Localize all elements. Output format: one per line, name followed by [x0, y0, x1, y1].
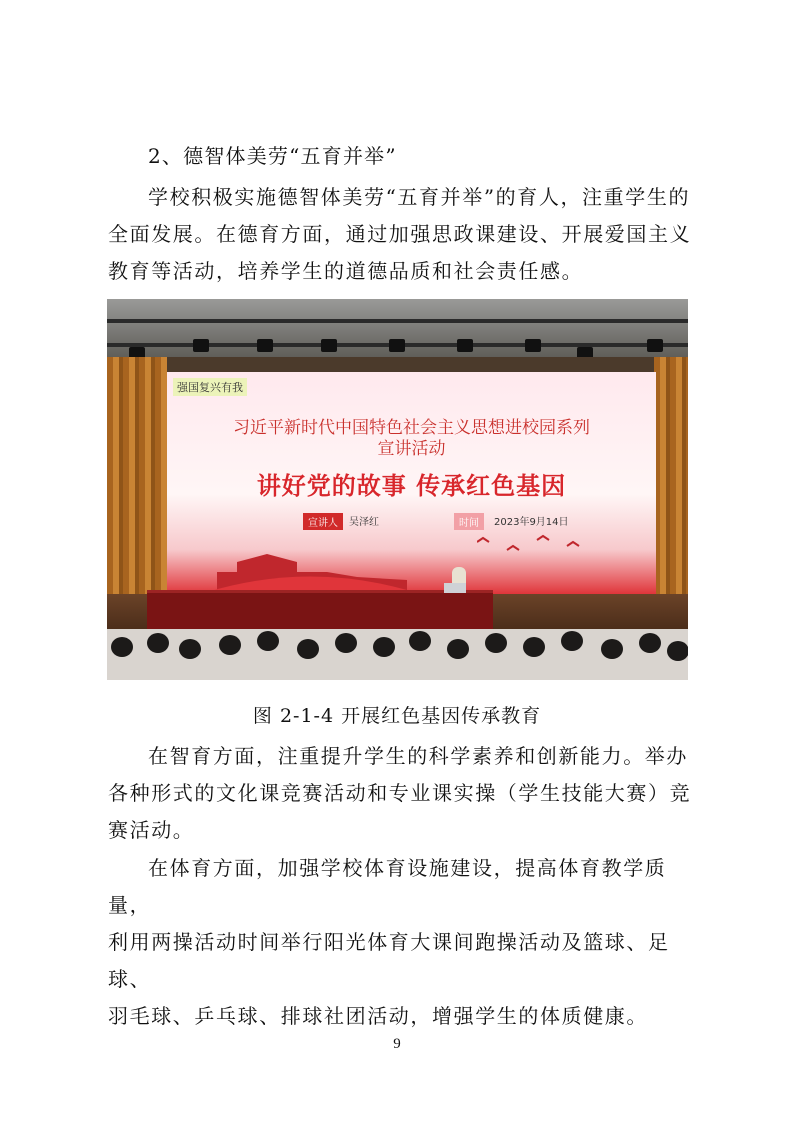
stage-light	[321, 339, 337, 352]
intro-line: 教育等活动，培养学生的道德品质和社会责任感。	[108, 259, 584, 283]
audience-head	[257, 631, 279, 651]
section-heading: 2、德智体美劳“五育并举”	[148, 144, 397, 168]
audience-head	[409, 631, 431, 651]
speaker-label: 宣讲人	[303, 513, 343, 530]
lecture-photo	[107, 299, 688, 680]
tiananmen-silhouette	[207, 532, 407, 592]
stage-light	[457, 339, 473, 352]
birds-decoration	[477, 532, 587, 562]
audience-head	[447, 639, 469, 659]
audience-head	[561, 631, 583, 651]
audience-head	[147, 633, 169, 653]
stage-light	[647, 339, 663, 352]
led-screen	[167, 372, 656, 594]
event-date: 2023年9月14日	[494, 517, 569, 528]
paragraph-line: 在体育方面，加强学校体育设施建设，提高体育教学质量，	[108, 856, 667, 917]
audience-head	[523, 637, 545, 657]
page-number: 9	[393, 1036, 401, 1052]
audience-head	[667, 641, 688, 661]
screen-title: 习近平新时代中国特色社会主义思想进校园系列	[233, 418, 590, 438]
stage-light	[257, 339, 273, 352]
audience-head	[373, 637, 395, 657]
stage-light	[525, 339, 541, 352]
figure-caption: 图 2-1-4 开展红色基因传承教育	[252, 705, 542, 727]
speaker-name: 吴泽红	[349, 517, 379, 528]
audience-head	[485, 633, 507, 653]
audience	[107, 629, 688, 680]
stage-light	[389, 339, 405, 352]
screen-tag: 强国复兴有我	[173, 378, 247, 396]
stage-light	[193, 339, 209, 352]
time-label: 时间	[454, 513, 484, 530]
paragraph-line: 羽毛球、乒乓球、排球社团活动，增强学生的体质健康。	[108, 1004, 648, 1028]
paragraph-line: 赛活动。	[108, 818, 195, 842]
intro-paragraph	[108, 179, 698, 290]
paragraph-line: 各种形式的文化课竞赛活动和专业课实操（学生技能大赛）竞	[108, 781, 692, 805]
paragraph-line: 利用两操活动时间举行阳光体育大课间跑操活动及篮球、足球、	[108, 930, 670, 991]
screen-slogan: 讲好党的故事 传承红色基因	[256, 472, 567, 500]
left-curtain	[107, 357, 167, 627]
audience-head	[111, 637, 133, 657]
audience-head	[179, 639, 201, 659]
audience-head	[601, 639, 623, 659]
screen-subtitle: 宣讲活动	[377, 439, 446, 459]
laptop	[444, 583, 466, 593]
audience-head	[335, 633, 357, 653]
right-curtain	[654, 357, 688, 627]
ceiling-beam	[107, 319, 688, 323]
intellectual-paragraph	[108, 738, 698, 849]
paragraph-line: 在智育方面，注重提升学生的科学素养和创新能力。举办	[148, 744, 688, 768]
intro-line: 全面发展。在德育方面，通过加强思政课建设、开展爱国主义	[108, 222, 692, 246]
audience-head	[219, 635, 241, 655]
audience-head	[639, 633, 661, 653]
intro-line: 学校积极实施德智体美劳“五育并举”的育人，注重学生的	[148, 185, 691, 209]
audience-head	[297, 639, 319, 659]
physical-paragraph	[108, 850, 698, 1035]
